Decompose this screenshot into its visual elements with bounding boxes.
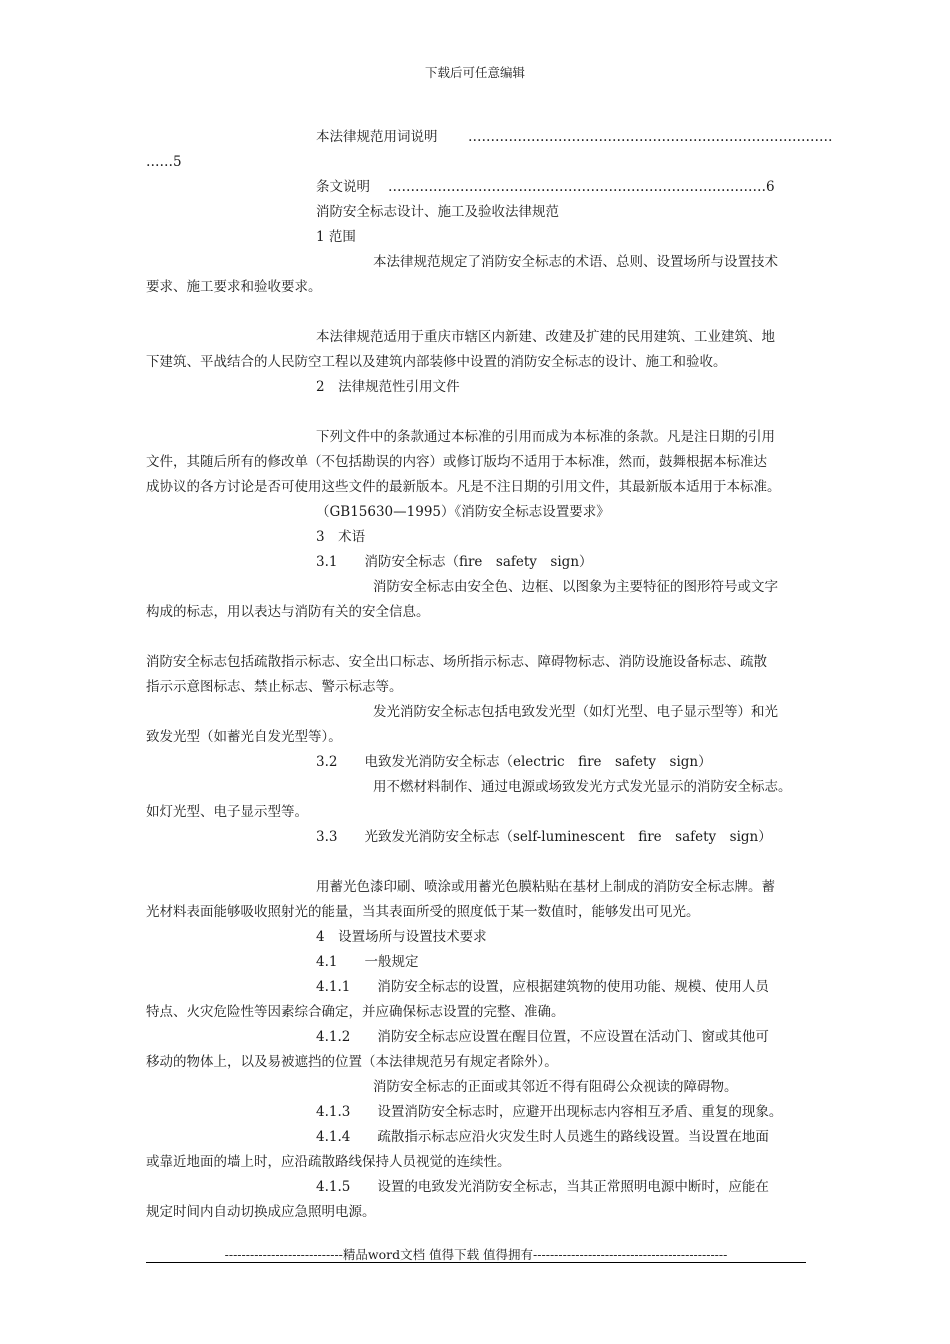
toc-entry-notes-line: …………………………………………………………………………6 [388,179,775,195]
toc-entry-notes-title: 条文说明 [316,179,370,195]
paragraph-line: 特点、火灾危险性等因素综合确定，并应确保标志设置的完整、准确。 [146,1004,565,1020]
paragraph-line: 本法律规范适用于重庆市辖区内新建、改建及扩建的民用建筑、工业建筑、地 [316,329,775,345]
paragraph-line: 构成的标志，用以表达与消防有关的安全信息。 [146,604,430,620]
section-4-heading: 4 设置场所与设置技术要求 [316,929,487,945]
paragraph-line: 消防安全标志的正面或其邻近不得有阻碍公众视读的障碍物。 [373,1079,738,1095]
term-3-1-heading: 3.1 消防安全标志（fire safety sign） [316,554,593,570]
footer-divider [146,1262,806,1263]
paragraph-line: 指示示意图标志、禁止标志、警示标志等。 [146,679,403,695]
paragraph-line: 下建筑、平战结合的人民防空工程以及建筑内部装修中设置的消防安全标志的设计、施工和验收。 [146,354,727,370]
section-3-heading: 3 术语 [316,529,366,545]
subsection-4-1-heading: 4.1 一般规定 [316,954,419,970]
paragraph-line: 消防安全标志包括疏散指示标志、安全出口标志、场所指示标志、障碍物标志、消防设施设备标志、疏散 [146,654,767,670]
toc-entry-usage-leader: ……………………………………………………………………… [468,129,833,145]
section-2-heading: 2 法律规范性引用文件 [316,379,460,395]
paragraph-line: 发光消防安全标志包括电致发光型（如灯光型、电子显示型等）和光 [373,704,778,720]
paragraph-line: 要求、施工要求和验收要求。 [146,279,322,295]
paragraph-line: 光材料表面能够吸收照射光的能量，当其表面所受的照度低于某一数值时，能够发出可见光。 [146,904,700,920]
page-footer: ----------------------------精品word文档 值得下载 值得拥有---------------------------------------------- [224,1247,728,1262]
toc-entry-usage-page: 5 [173,154,182,170]
paragraph-line: 致发光型（如蓄光自发光型等）。 [146,729,342,745]
clause-4-1-4: 4.1.4 疏散指示标志应沿火灾发生时人员逃生的路线设置。当设置在地面 [316,1129,769,1145]
clause-4-1-2: 4.1.2 消防安全标志应设置在醒目位置，不应设置在活动门、窗或其他可 [316,1029,769,1045]
paragraph-line: 或靠近地面的墙上时，应沿疏散路线保持人员视觉的连续性。 [146,1154,511,1170]
term-3-3-heading: 3.3 光致发光消防安全标志（self-luminescent fire safety sign） [316,829,772,845]
paragraph-line: 成协议的各方讨论是否可使用这些文件的最新版本。凡是不注日期的引用文件，其最新版本适用于本标准。 [146,479,781,495]
paragraph-line: 下列文件中的条款通过本标准的引用而成为本标准的条款。凡是注日期的引用 [316,429,775,445]
paragraph-line: 文件，其随后所有的修改单（不包括勘误的内容）或修订版均不适用于本标准，然而，鼓舞根据本标准达 [146,454,767,470]
clause-4-1-1: 4.1.1 消防安全标志的设置，应根据建筑物的使用功能、规模、使用人员 [316,979,769,995]
document-title: 消防安全标志设计、施工及验收法律规范 [316,204,559,220]
toc-entry-usage-leader-cont: ……5 [146,154,182,170]
toc-entry-notes-page: 6 [766,179,775,195]
paragraph-line: 用不燃材料制作、通过电源或场致发光方式发光显示的消防安全标志。 [373,779,792,795]
paragraph-line: 如灯光型、电子显示型等。 [146,804,308,820]
term-3-2-heading: 3.2 电致发光消防安全标志（electric fire safety sign） [316,754,712,770]
paragraph-line: 移动的物体上，以及易被遮挡的位置（本法律规范另有规定者除外）。 [146,1054,558,1070]
toc-entry-usage-title: 本法律规范用词说明 [316,129,438,145]
paragraph-line: 用蓄光色漆印刷、喷涂或用蓄光色膜粘贴在基材上制成的消防安全标志牌。蓄 [316,879,775,895]
paragraph-line: 本法律规范规定了消防安全标志的术语、总则、设置场所与设置技术 [373,254,778,270]
clause-4-1-3: 4.1.3 设置消防安全标志时，应避开出现标志内容相互矛盾、重复的现象。 [316,1104,783,1120]
paragraph-line: 消防安全标志由安全色、边框、以图象为主要特征的图形符号或文字 [373,579,778,595]
clause-4-1-5: 4.1.5 设置的电致发光消防安全标志，当其正常照明电源中断时，应能在 [316,1179,769,1195]
section-1-heading: 1 范围 [316,229,356,245]
reference-document: （GB15630—1995）《消防安全标志设置要求》 [316,504,610,520]
paragraph-line: 规定时间内自动切换成应急照明电源。 [146,1204,376,1220]
page-header: 下载后可任意编辑 [424,65,525,80]
